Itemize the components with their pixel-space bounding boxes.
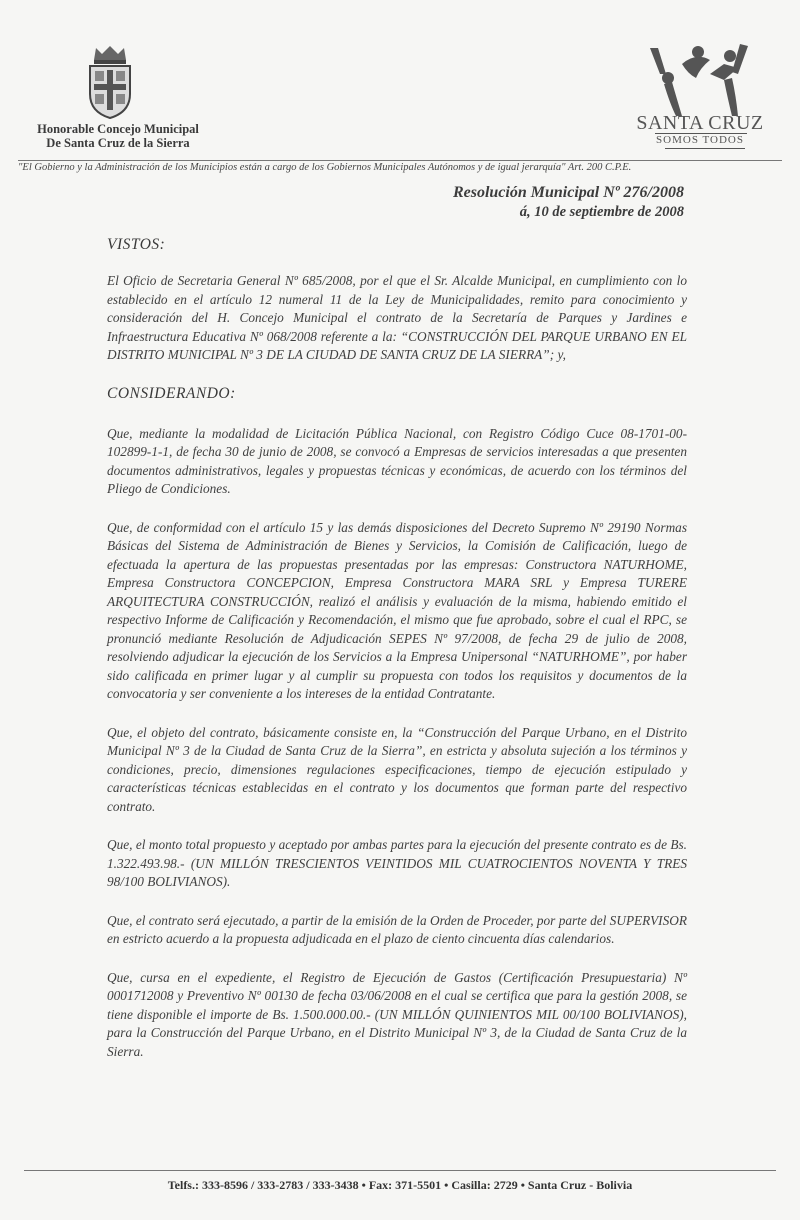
vistos-heading: VISTOS: [107,236,166,253]
considerando-paragraph-2: Que, de conformidad con el artículo 15 y las demás disposiciones del Decreto Supremo Nº 29190 Normas Básicas del Sistema de Administración de Bienes y Servicios, la Comisión de Calificación, luego de efectuada la apertura de las propuestas presentadas por las empresas: Constructora NATURHOME, Empresa Constructora CONCEPCION, Empresa Constructora MARA SRL y Empresa TURERE ARQUITECTURA CONSTRUCCIÓN, realizó el análisis y evaluación de la misma, habiendo emitido el respectivo Informe de Calificación y Recomendación, el mismo que fue aprobado, sobre el cual el RPC, se pronunció mediante Resolución de Adjudicación SEPES Nº 97/2008, de fecha 29 de julio de 2008, resolviendo adjudicar la ejecución de los Servicios a la Empresa Unipersonal “NATURHOME”, por haber sido calificada en primer lugar y al cumplir su propuesta con todos los requisitos y documentos de la convocatoria y ser conveniente a los intereses de la entidad Contratante. [107,519,687,701]
resolution-date: á, 10 de septiembre de 2008 [519,204,684,220]
considerando-heading: CONSIDERANDO: [107,384,236,402]
brand-tagline: SOMOS TODOS [656,134,744,146]
coat-of-arms-icon [82,44,138,120]
header-divider [18,160,782,161]
resolution-title: Resolución Municipal Nº 276/2008 [452,184,684,201]
brand-name: SANTA CRUZ [636,112,764,134]
brand-underline [665,148,745,149]
considerando-paragraph-1: Que, mediante la modalidad de Licitación Pública Nacional, con Registro Código Cuce 08-1701-00-102899-1-1, de fecha 30 de junio de 2008, se convocó a Empresas de servicios interesadas a que presenten documentos administrativos, legales y propuestas técnicas y económicas, de acuerdo con los términos del Pliego de Condiciones. [107,425,687,496]
constitution-quote: "El Gobierno y la Administración de los Municipios están a cargo de los Gobiernos Municipales Autónomos y de igual jerarquía" Art. 200 C.P.E. [18,162,632,173]
footer-contact: Telfs.: 333-8596 / 333-2783 / 333-3438 • Fax: 371-5501 • Casilla: 2729 • Santa Cruz - Bolivia [167,1178,633,1192]
considerando-paragraph-3: Que, el objeto del contrato, básicamente consiste en, la “Construcción del Parque Urbano, en el Distrito Municipal Nº 3 de la Ciudad de Santa Cruz de la Sierra”, en estricta y absoluta sujeción a los términos y condiciones, precio, dimensiones regulaciones especificaciones, tiempo de ejecución estipulado y características técnicas establecidas en el contrato y los documentos que forman parte del respectivo contrato. [107,724,687,814]
vistos-paragraph: El Oficio de Secretaria General Nº 685/2008, por el que el Sr. Alcalde Municipal, en cumplimiento con lo establecido en el artículo 12 numeral 11 de la Ley de Municipalidades, remito para conocimiento y consideración del H. Concejo Municipal el contrato de la Secretaría de Parques y Jardines e Infraestructura Educativa Nº 068/2008 referente a la: “CONSTRUCCIÓN DEL PARQUE URBANO EN EL DISTRITO MUNICIPAL Nº 3 DE LA CIUDAD DE SANTA CRUZ DE LA SIERRA”; y, [107,273,687,362]
footer-divider [24,1170,776,1171]
council-name [18,122,218,150]
document-body [107,236,687,1081]
considerando-paragraph-4: Que, el monto total propuesto y aceptado por ambas partes para la ejecución del presente contrato es de Bs. 1.322.493.98.- (UN MILLÓN TRESCIENTOS VEINTIDOS MIL CUATROCIENTOS NOVENTA Y TRES 98/100 BOLIVIANOS). [107,837,687,889]
council-line-1: Honorable Concejo Municipal [37,122,199,136]
considerando-paragraph-5: Que, el contrato será ejecutado, a partir de la emisión de la Orden de Proceder, por parte del SUPERVISOR en estricto acuerdo a la propuesta adjudicada en el plazo de ciento cincuenta días calendarios. [107,912,687,946]
council-line-2: De Santa Cruz de la Sierra [46,136,190,150]
considerando-paragraph-6: Que, cursa en el expediente, el Registro de Ejecución de Gastos (Certificación Presupuestaria) Nº 0001712008 y Preventivo Nº 00130 de fecha 03/06/2008 en el cual se certifica que para la gestión 2008, se tiene disponible el importe de Bs. 1.500.000.00.- (UN MILLÓN QUINIENTOS MIL 00/100 BOLIVIANOS), para la Construcción del Parque Urbano, en el Distrito Municipal Nº 3, de la Ciudad de Santa Cruz de la Sierra. [107,969,687,1059]
